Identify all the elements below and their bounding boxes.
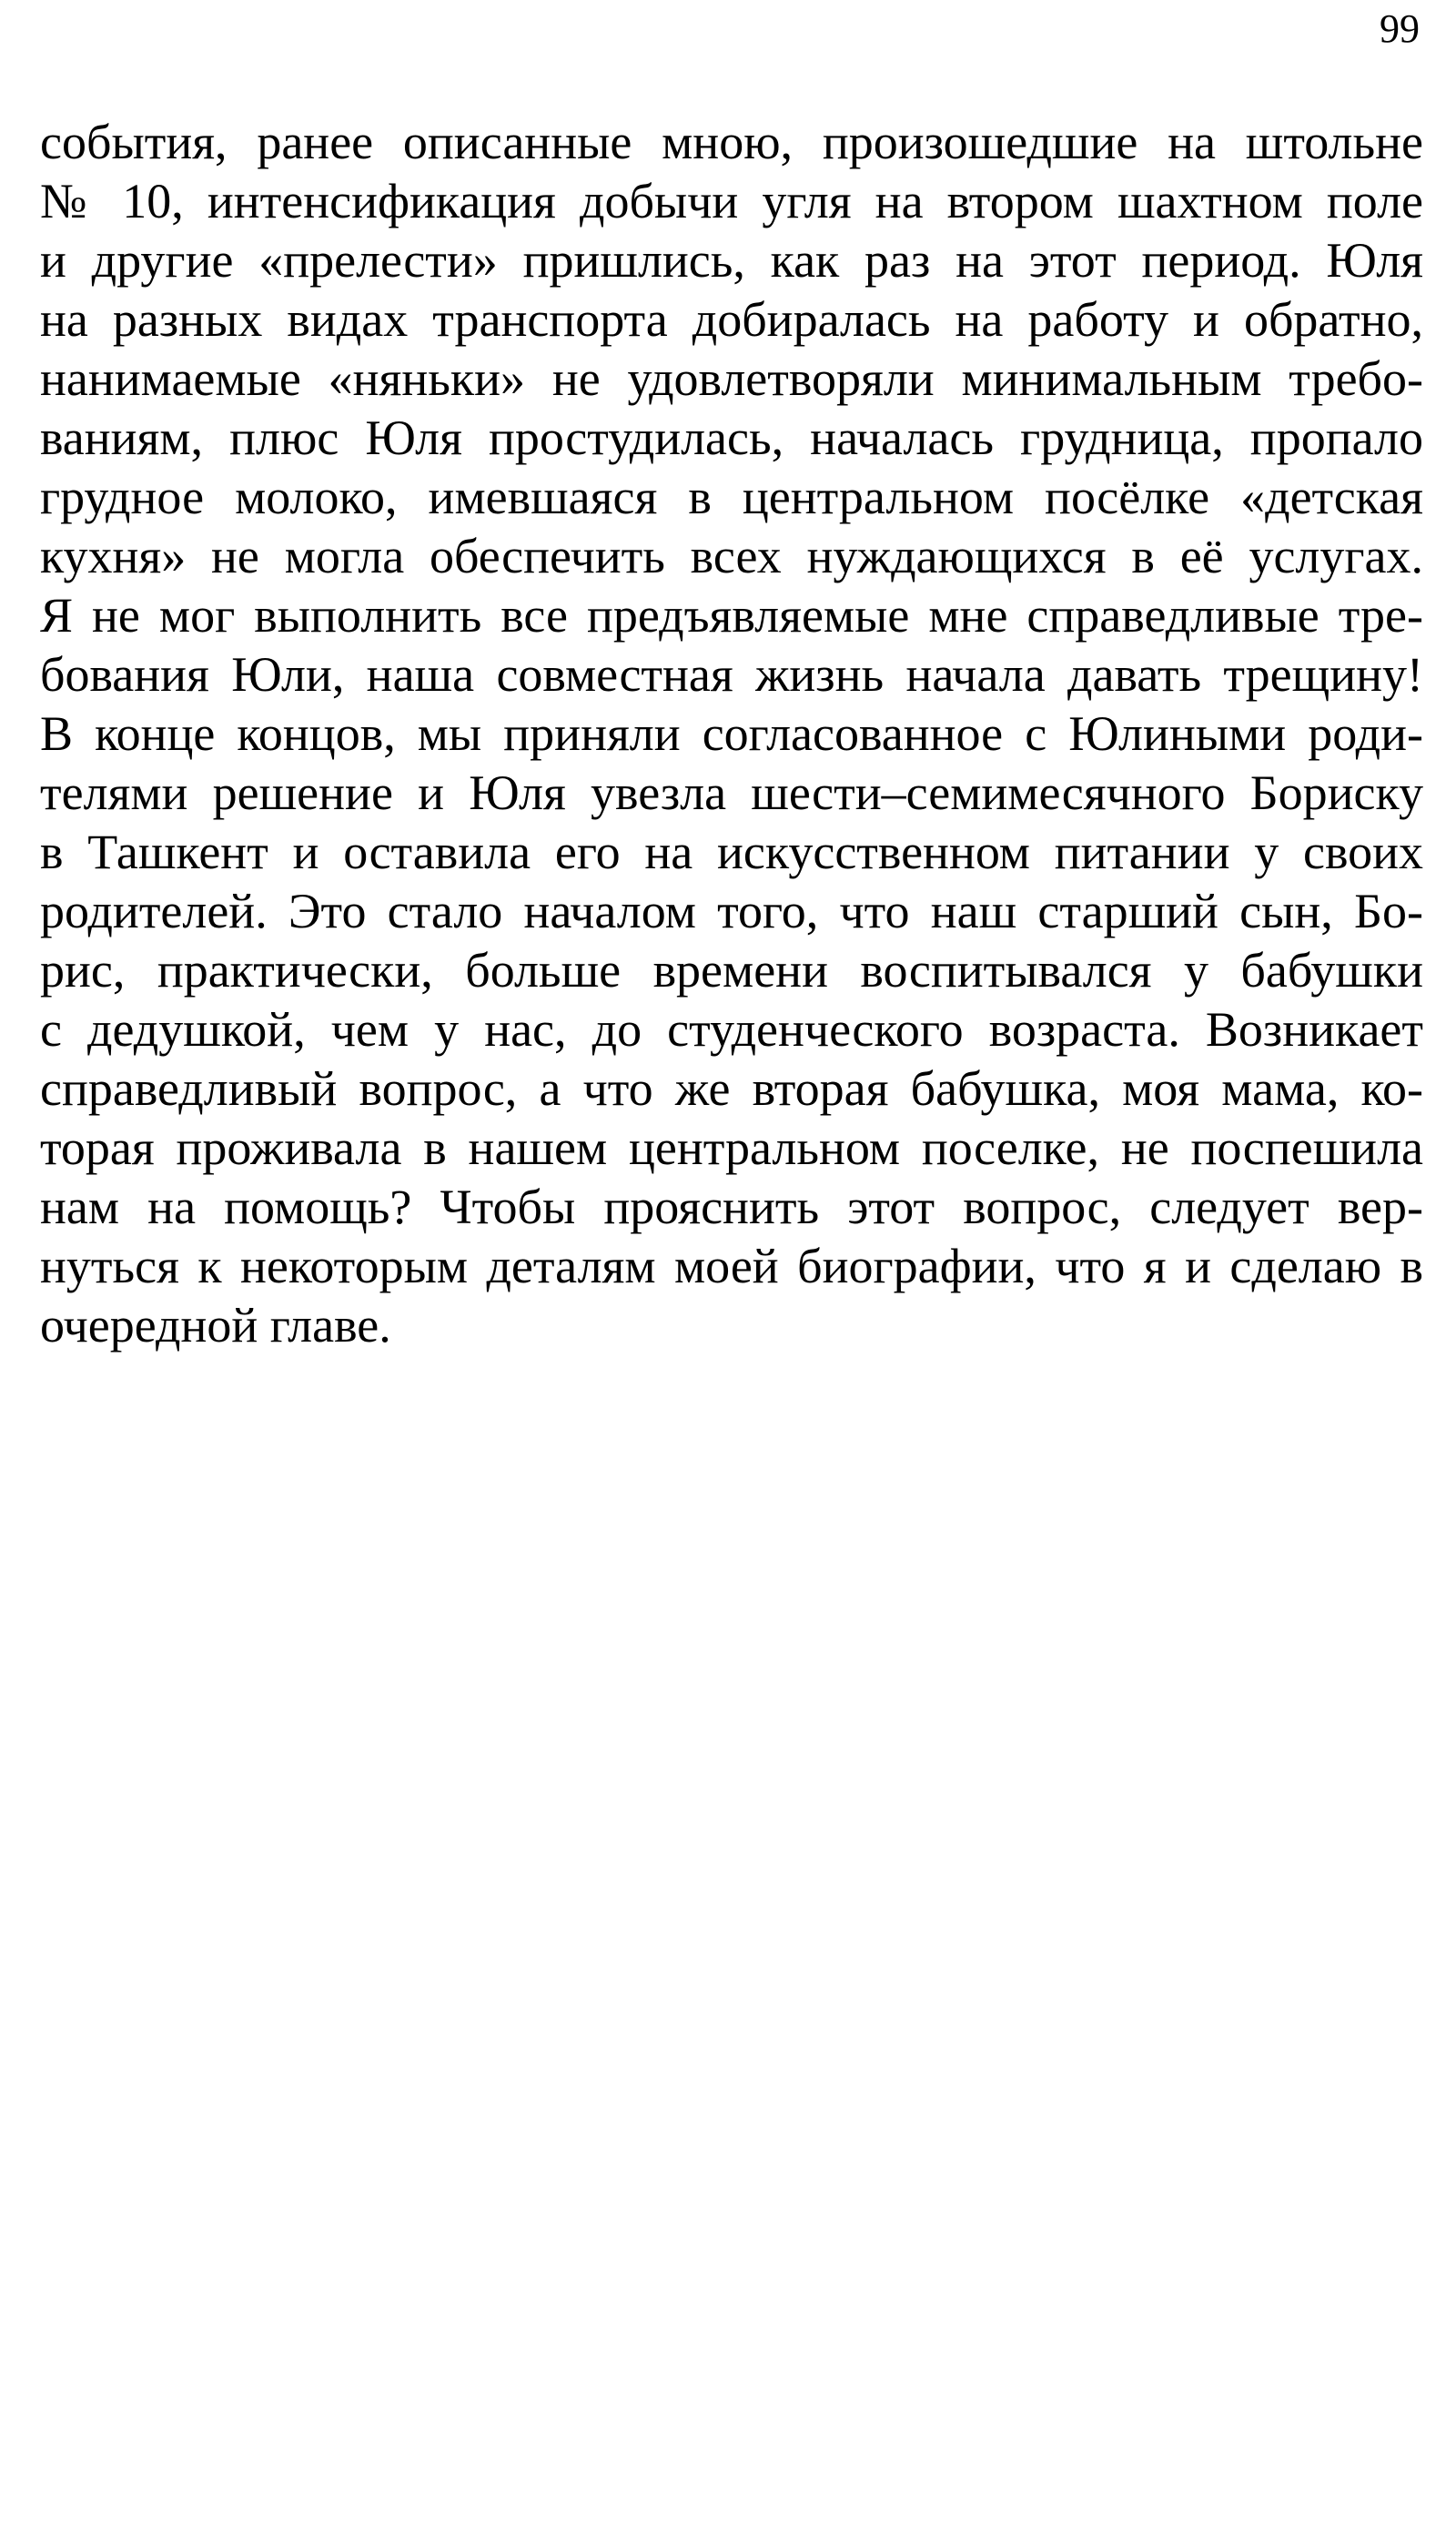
text-line: рис, практически, больше времени воспитывался у бабушки (40, 943, 1423, 998)
text-line: бования Юли, наша совместная жизнь начала давать трещину! (40, 647, 1423, 702)
text-line: В конце концов, мы приняли согласованное с Юлиными роди- (40, 706, 1423, 761)
text-line: Я не мог выполнить все предъявляемые мне справедливые тре- (40, 588, 1423, 643)
text-line: грудное молоко, имевшаяся в центральном посёлке «детская (40, 470, 1423, 524)
page-number: 99 (1380, 6, 1420, 51)
text-line: нуться к некоторым деталям моей биографии, что я и сделаю в (40, 1239, 1423, 1293)
text-line: события, ранее описанные мною, произошедшие на штольне (40, 115, 1423, 169)
text-line: на разных видах транспорта добиралась на работу и обратно, (40, 292, 1423, 347)
text-line: очередной главе. (40, 1298, 391, 1353)
text-line: телями решение и Юля увезла шести–семимесячного Бориску (40, 765, 1423, 820)
text-line: и другие «прелести» пришлись, как раз на этот период. Юля (40, 233, 1423, 288)
text-line: кухня» не могла обеспечить всех нуждающихся в её услугах. (40, 529, 1423, 583)
text-line: торая проживала в нашем центральном поселке, не поспешила (40, 1120, 1423, 1175)
text-line: в Ташкент и оставила его на искусственном питании у своих (40, 825, 1423, 879)
text-line: нанимаемые «няньки» не удовлетворяли минимальным требо- (40, 351, 1423, 406)
text-line: нам на помощь? Чтобы прояснить этот вопрос, следует вер- (40, 1180, 1423, 1234)
text-line: № 10, интенсификация добычи угля на втором шахтном поле (40, 174, 1423, 228)
text-line: ваниям, плюс Юля простудилась, началась грудница, пропало (40, 410, 1423, 465)
body-text (40, 113, 1423, 1355)
text-line: родителей. Это стало началом того, что наш старший сын, Бо- (40, 884, 1423, 938)
text-line: справедливый вопрос, а что же вторая бабушка, моя мама, ко- (40, 1061, 1423, 1116)
text-line: с дедушкой, чем у нас, до студенческого возраста. Возникает (40, 1002, 1423, 1057)
